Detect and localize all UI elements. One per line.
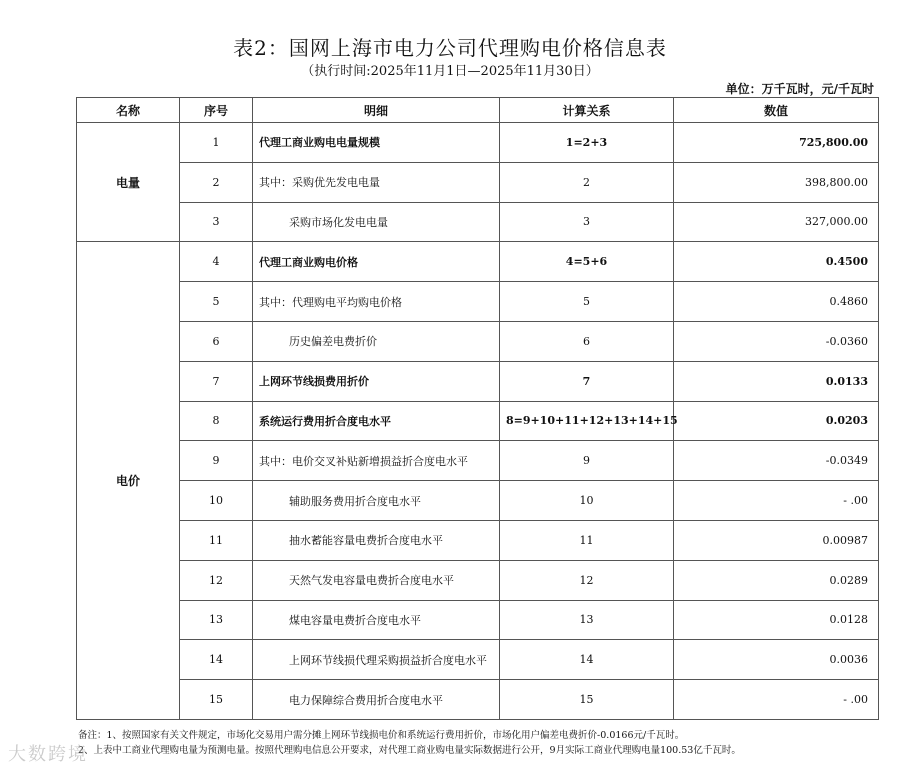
row-value: - .00 [674,680,879,720]
row-calc: 9 [500,441,674,481]
row-calc: 8=9+10+11+12+13+14+15 [500,401,674,441]
row-seq: 6 [180,321,253,361]
column-header-value: 数值 [674,98,879,123]
unit-label: 单位：万千瓦时，元/千瓦时 [725,82,874,96]
row-value: 0.00987 [674,520,879,560]
row-seq: 12 [180,560,253,600]
row-seq: 9 [180,441,253,481]
row-seq: 15 [180,680,253,720]
table-row [77,162,879,202]
row-value: - .00 [674,481,879,521]
footnote-1: 备注：1、按照国家有关文件规定，市场化交易用户需分摊上网环节线损电价和系统运行费用折价，市场化用户偏差电费折价-0.0166元/千瓦时。 [78,730,685,741]
table-row [77,361,879,401]
row-calc: 15 [500,680,674,720]
row-detail: 其中：代理购电平均购电价格 [253,282,500,322]
row-calc: 4=5+6 [500,242,674,282]
group-label-price: 电价 [77,242,180,720]
row-calc: 12 [500,560,674,600]
row-seq: 14 [180,640,253,680]
row-calc: 2 [500,162,674,202]
row-detail: 代理工商业购电电量规模 [253,123,500,163]
group-label-volume: 电量 [77,123,180,242]
watermark: 大数跨境 [8,744,88,765]
footnote-2: 2、上表中工商业代理购电量为预测电量。按照代理购电信息公开要求，对代理工商业购电量实际数据进行公开，9月实际工商业代理购电量100.53亿千瓦时。 [78,745,741,756]
row-seq: 2 [180,162,253,202]
row-detail: 上网环节线损代理采购损益折合度电水平 [253,640,500,680]
table-header-row [77,98,879,123]
row-calc: 3 [500,202,674,242]
row-detail: 辅助服务费用折合度电水平 [253,481,500,521]
row-seq: 3 [180,202,253,242]
page-title: 表2：国网上海市电力公司代理购电价格信息表 [233,36,667,60]
table-row [77,640,879,680]
row-value: -0.0349 [674,441,879,481]
row-calc: 6 [500,321,674,361]
row-seq: 5 [180,282,253,322]
row-value: 0.0133 [674,361,879,401]
execution-period: （执行时间:2025年11月1日—2025年11月30日） [301,64,599,79]
table-row [77,401,879,441]
table-row [77,441,879,481]
row-value: 0.0036 [674,640,879,680]
row-detail: 天然气发电容量电费折合度电水平 [253,560,500,600]
row-value: 725,800.00 [674,123,879,163]
row-calc: 13 [500,600,674,640]
row-detail: 抽水蓄能容量电费折合度电水平 [253,520,500,560]
row-calc: 11 [500,520,674,560]
row-calc: 1=2+3 [500,123,674,163]
row-value: 327,000.00 [674,202,879,242]
column-header-calc: 计算关系 [500,98,674,123]
row-detail: 代理工商业购电价格 [253,242,500,282]
table-row [77,282,879,322]
row-seq: 4 [180,242,253,282]
row-value: -0.0360 [674,321,879,361]
row-calc: 14 [500,640,674,680]
row-value: 398,800.00 [674,162,879,202]
table-row [77,680,879,720]
table-row [77,321,879,361]
row-detail: 其中：电价交叉补贴新增损益折合度电水平 [253,441,500,481]
row-seq: 10 [180,481,253,521]
row-seq: 7 [180,361,253,401]
row-value: 0.4860 [674,282,879,322]
row-detail: 系统运行费用折合度电水平 [253,401,500,441]
footnotes [78,728,878,758]
table-row [77,123,879,163]
row-detail: 电力保障综合费用折合度电水平 [253,680,500,720]
row-value: 0.0203 [674,401,879,441]
row-seq: 13 [180,600,253,640]
table-row [77,481,879,521]
table-row [77,202,879,242]
price-info-table [76,97,879,720]
row-value: 0.0128 [674,600,879,640]
row-detail: 其中：采购优先发电电量 [253,162,500,202]
row-seq: 11 [180,520,253,560]
row-value: 0.4500 [674,242,879,282]
row-seq: 8 [180,401,253,441]
row-detail: 煤电容量电费折合度电水平 [253,600,500,640]
row-calc: 10 [500,481,674,521]
row-detail: 历史偏差电费折价 [253,321,500,361]
row-seq: 1 [180,123,253,163]
row-value: 0.0289 [674,560,879,600]
table-row [77,600,879,640]
table-row [77,520,879,560]
row-calc: 5 [500,282,674,322]
table-row [77,242,879,282]
row-calc: 7 [500,361,674,401]
column-header-detail: 明细 [253,98,500,123]
row-detail: 采购市场化发电电量 [253,202,500,242]
column-header-seq: 序号 [180,98,253,123]
row-detail: 上网环节线损费用折价 [253,361,500,401]
column-header-name: 名称 [77,98,180,123]
table-row [77,560,879,600]
